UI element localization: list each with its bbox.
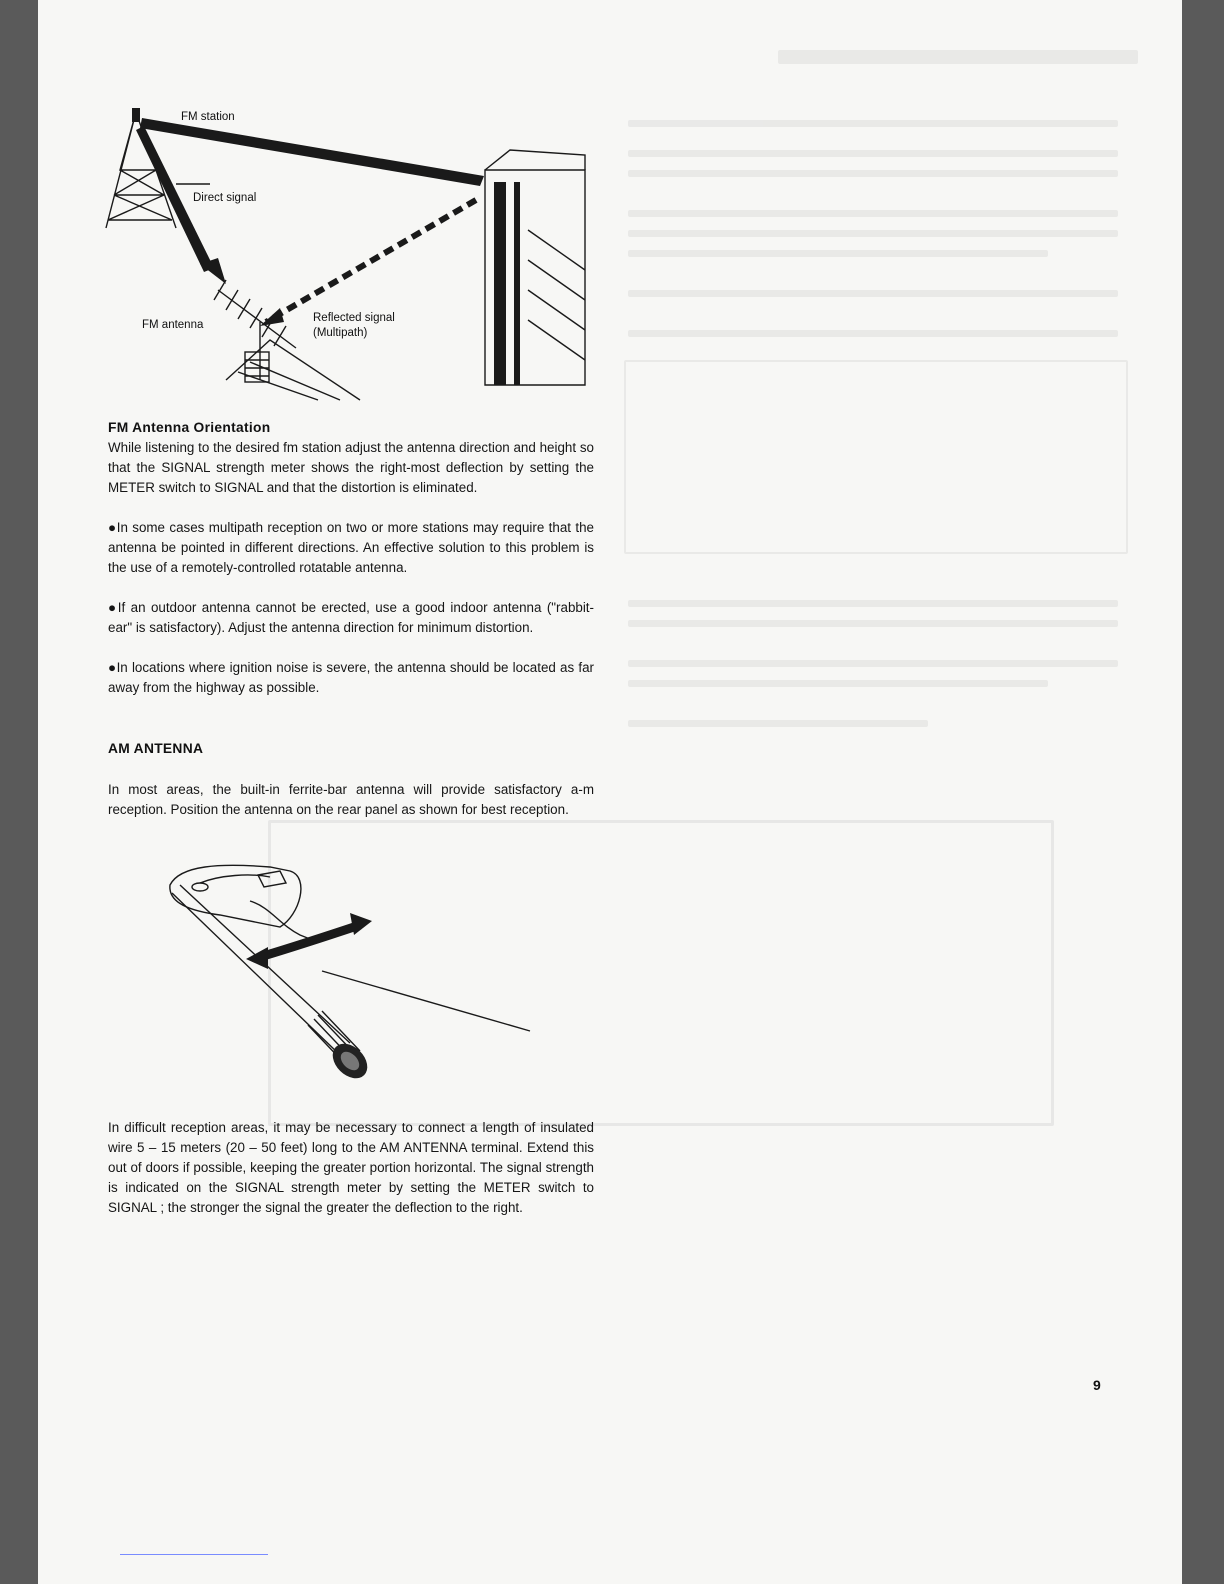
bullet-icon: ● — [108, 600, 118, 615]
reflected-signal-arrow — [260, 200, 476, 326]
fm-bullet-indoor-antenna — [108, 598, 594, 638]
direct-signal-arrow — [136, 118, 484, 284]
fm-antenna-icon — [214, 280, 296, 380]
building-icon — [485, 150, 585, 385]
house-roof-icon — [226, 340, 360, 400]
am-antenna-intro: In most areas, the built-in ferrite-bar antenna will provide satisfactory a-m reception. Position the antenna on the rear panel as shown for best reception. — [108, 782, 594, 817]
fm-bullet-multipath — [108, 518, 594, 578]
footer-link-underline — [120, 1554, 268, 1555]
page-number: 9 — [1093, 1377, 1101, 1393]
fm-antenna-diagram — [100, 100, 600, 405]
fm-orientation-intro: While listening to the desired fm station adjust the antenna direction and height so that the SIGNAL strength meter shows the right-most deflection by setting the METER switch to SIGNAL and that the distortion is eliminated. — [108, 440, 594, 495]
label-multipath: (Multipath) — [313, 327, 368, 339]
bullet-icon: ● — [108, 660, 117, 675]
rotation-arrow-icon — [246, 913, 372, 969]
am-antenna-heading: AM ANTENNA — [108, 741, 204, 756]
bullet-icon: ● — [108, 520, 117, 535]
label-fm-station: FM station — [181, 111, 235, 123]
ferrite-bar-antenna-icon — [170, 865, 530, 1085]
label-fm-antenna: FM antenna — [142, 319, 204, 331]
bullet-text: In some cases multipath reception on two or more stations may require that the antenna be pointed in different directions. An effective solution to this problem is the use of a remotely-controlled rotatable antenna. — [108, 520, 594, 575]
ferrite-bar-antenna-diagram — [150, 855, 550, 1095]
label-direct-signal: Direct signal — [193, 192, 257, 204]
label-reflected-signal: Reflected signal — [313, 312, 395, 324]
coil-icon — [308, 1011, 374, 1085]
fm-orientation-heading: FM Antenna Orientation — [108, 420, 271, 435]
bullet-text: In locations where ignition noise is severe, the antenna should be located as far away from the highway as possible. — [108, 660, 595, 695]
bullet-text: If an outdoor antenna cannot be erected, use a good indoor antenna ("rabbit-ear" is satisfactory). Adjust the antenna direction for minimum distortion. — [108, 600, 594, 635]
am-antenna-outro: In difficult reception areas, it may be necessary to connect a length of insulated wire 5 – 15 meters (20 – 50 feet) long to the AM ANTENNA terminal. Extend this out of doors if possible, keeping the greater portion horizontal. The signal strength is indicated on the SIGNAL strength meter by setting the METER switch to SIGNAL ; the stronger the signal the greater the deflection to the right. — [108, 1120, 594, 1215]
fm-bullet-ignition-noise — [108, 658, 594, 698]
